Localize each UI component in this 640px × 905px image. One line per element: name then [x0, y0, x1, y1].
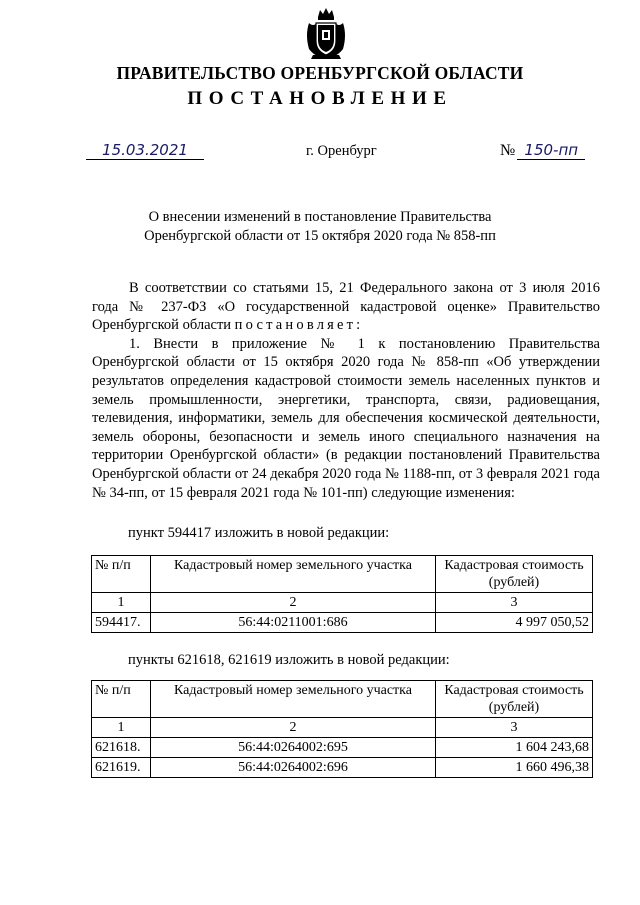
- table-row: [92, 738, 593, 758]
- row-number-cell: 621618.: [92, 738, 151, 758]
- header-cell-cadastral: Кадастровый номер земельного участка: [151, 681, 436, 718]
- document-number: 150-пп: [517, 141, 585, 160]
- column-number-cell: 2: [151, 718, 436, 738]
- table-column-numbers-row: [92, 718, 593, 738]
- document-type-title: ПОСТАНОВЛЕНИЕ: [187, 88, 453, 109]
- cadastral-number-cell: 56:44:0264002:695: [151, 738, 436, 758]
- document-subject: [0, 208, 640, 246]
- table-2-lead: пункты 621618, 621619 изложить в новой редакции:: [128, 652, 450, 668]
- preamble-paragraph: [92, 279, 600, 335]
- item-1-paragraph: 1. Внести в приложение № 1 к постановлению Правительства Оренбургской области от 15 октября 2020 года № 858-пп «Об утверждении результатов определения кадастровой стоимости земель населенных пунктов и земель промышленности, энергетики, транспорта, связи, радиовещания, телевидения, информатики, земель для обеспечения космической деятельности, земель обороны, безопасности и земель иного специального назначения на территории Оренбургской области» (в редакции постановлений Правительства Оренбургской области от 24 декабря 2020 года № 1188-пп, от 3 февраля 2021 года № 34-пп, от 15 февраля 2021 года № 101-пп) следующие изменения:: [92, 335, 600, 501]
- table-row: [92, 613, 593, 633]
- header-cell-cost: Кадастровая стоимость (рублей): [436, 556, 593, 593]
- table-header-row: [92, 681, 593, 718]
- row-number-cell: 621619.: [92, 758, 151, 778]
- number-sign: №: [500, 142, 516, 159]
- header-cell-cadastral: Кадастровый номер земельного участка: [151, 556, 436, 593]
- header-cell-cost: Кадастровая стоимость (рублей): [436, 681, 593, 718]
- document-body: [92, 279, 600, 502]
- cadastral-table-2: [91, 680, 593, 778]
- preamble-text: В соответствии со статьями 15, 21 Федерального закона от 3 июля 2016 года № 237-ФЗ «О государственной кадастровой оценке» Правительство Оренбургской области: [92, 280, 600, 334]
- table-row: [92, 758, 593, 778]
- table-1-lead: пункт 594417 изложить в новой редакции:: [128, 525, 390, 541]
- cadastral-number-cell: 56:44:0264002:696: [151, 758, 436, 778]
- header-cell-number: № п/п: [92, 556, 151, 593]
- cadastral-number-cell: 56:44:0211001:686: [151, 613, 436, 633]
- subject-line-1: О внесении изменений в постановление Правительства: [148, 209, 492, 225]
- header-cell-number: № п/п: [92, 681, 151, 718]
- subject-line-2: Оренбургской области от 15 октября 2020 года № 858-пп: [144, 228, 496, 244]
- column-number-cell: 3: [436, 718, 593, 738]
- document-date: 15.03.2021: [86, 141, 204, 160]
- decree-word: постановляет:: [234, 317, 364, 334]
- cadastral-cost-cell: 1 660 496,38: [436, 758, 593, 778]
- table-header-row: [92, 556, 593, 593]
- column-number-cell: 1: [92, 593, 151, 613]
- coat-of-arms-emblem: [303, 5, 349, 61]
- cadastral-cost-cell: 4 997 050,52: [436, 613, 593, 633]
- column-number-cell: 2: [151, 593, 436, 613]
- government-title: ПРАВИТЕЛЬСТВО ОРЕНБУРГСКОЙ ОБЛАСТИ: [116, 63, 524, 83]
- column-number-cell: 3: [436, 593, 593, 613]
- row-number-cell: 594417.: [92, 613, 151, 633]
- cadastral-table-1: [91, 555, 593, 633]
- table-column-numbers-row: [92, 593, 593, 613]
- cadastral-cost-cell: 1 604 243,68: [436, 738, 593, 758]
- document-number-block: [500, 141, 585, 160]
- column-number-cell: 1: [92, 718, 151, 738]
- document-city: г. Оренбург: [306, 143, 377, 159]
